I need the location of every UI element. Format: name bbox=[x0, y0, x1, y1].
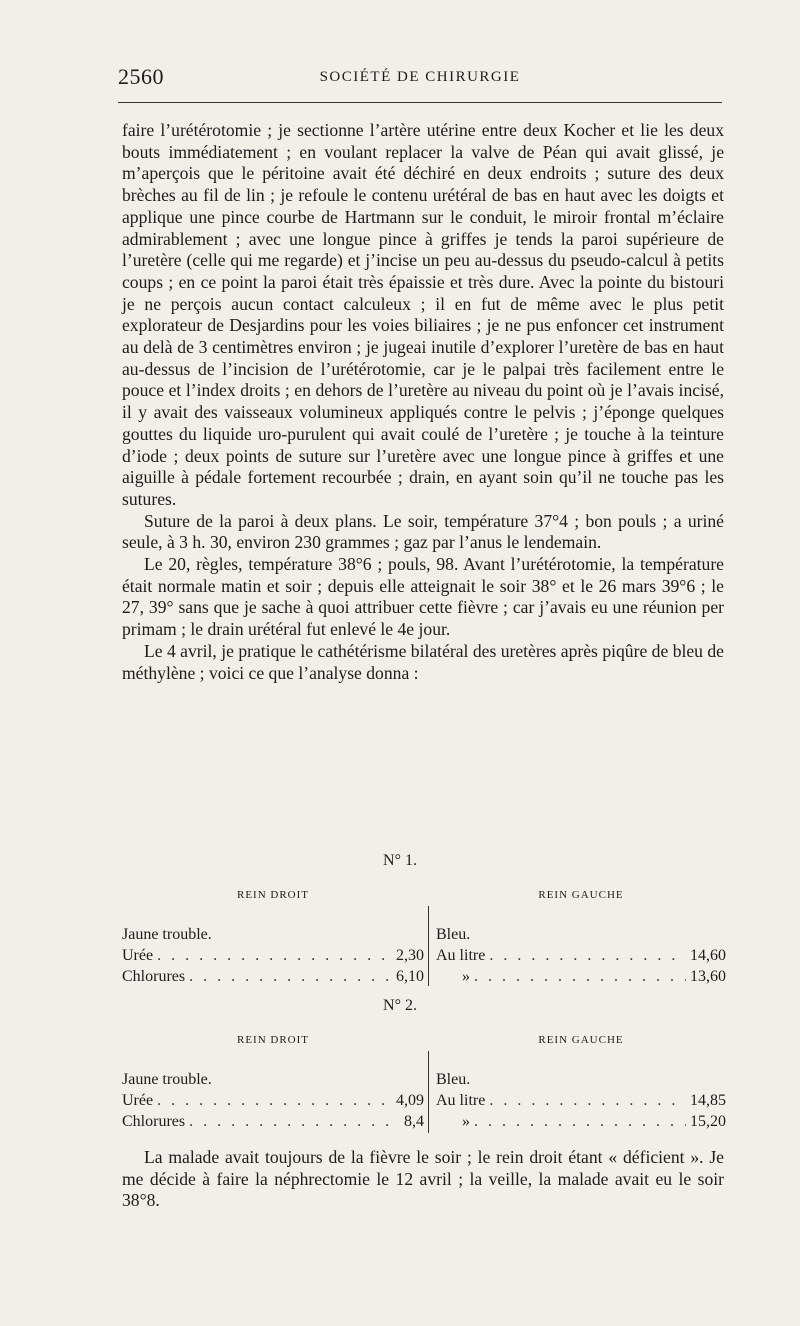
column-heading: REIN GAUCHE bbox=[538, 889, 624, 901]
row-label: » bbox=[462, 1113, 470, 1130]
row-label: Au litre bbox=[436, 1092, 486, 1109]
row-label: Chlorures bbox=[122, 968, 186, 985]
table-row bbox=[122, 924, 424, 945]
column-heading: REIN DROIT bbox=[236, 1034, 310, 1046]
paragraph-urétérotomie: faire l’urétérotomie ; je sectionne l’artère utérine entre deux Kocher et lie les deux bouts immédiatement ; en voulant replacer la valve de Péan qui avait glissé, je m’aperçois que le péritoine avait été déchiré en deux endroits ; suture des deux brèches au fil de lin ; je refoule le contenu urétéral de bas en haut avec les doigts et applique une pince courbe de Hartmann sur le conduit, le miroir frontal m’éclaire admirablement ; avec une longue pince à griffes je tends la paroi supérieure de l’uretère (celle qui me regarde) et j’incise un peu au-dessus du pseudo-calcul à petits coups ; en ce point la paroi était très épaissie et très dure. Avec la pointe du bistouri je ne perçois aucun contact calculeux ; il en fut de même avec le plus petit explorateur de Desjardins pour les voies biliaires ; je ne pus enfoncer cet instrument au delà de 3 centimètres environ ; je jugeai inutile d’explorer l’uretère de bas en haut au-dessus de l’incision de l’urétérotomie, car je le palpai très facilement entre le pouce et l’index droits ; en dehors de l’uretère au niveau du point où je l’avais incisé, il y avait des vaisseaux volumineux appliqués contre le pelvis ; j’éponge quelques gouttes du liquide uro-purulent qui avait coulé de l’uretère ; je touche à la teinture d’iode ; deux points de suture sur l’uretère avec une longue pince à griffes et une aiguille à pédale fortement recourbée ; drain, en ayant soin qu’il ne touche pas les sutures. bbox=[122, 120, 724, 509]
header-rule bbox=[118, 102, 722, 103]
row-value: 8,4 bbox=[404, 1113, 424, 1130]
paragraph-catheterisme: Le 4 avril, je pratique le cathétérisme bilatéral des uretères après piqûre de bleu de méthylène ; voici ce que l’analyse donna : bbox=[122, 640, 724, 683]
row-value: 14,85 bbox=[690, 1092, 726, 1109]
table-row bbox=[436, 966, 726, 987]
row-label: Urée bbox=[122, 947, 154, 964]
row-value: 4,09 bbox=[396, 1092, 424, 1109]
closing-text bbox=[122, 1147, 724, 1212]
table-row bbox=[122, 945, 424, 966]
leader-dots bbox=[157, 945, 392, 966]
paragraph-suture: Suture de la paroi à deux plans. Le soir, température 37°4 ; bon pouls ; a uriné seule, à 3 h. 30, environ 230 grammes ; gaz par l’anus le lendemain. bbox=[122, 510, 724, 553]
table-row bbox=[122, 1069, 424, 1090]
row-label: Bleu. bbox=[436, 926, 471, 943]
table-row bbox=[436, 945, 726, 966]
running-head: SOCIÉTÉ DE CHIRURGIE bbox=[319, 69, 521, 85]
leader-dots bbox=[489, 1090, 686, 1111]
table-2-rein-gauche bbox=[436, 1033, 726, 1132]
leader-dots bbox=[157, 1090, 392, 1111]
leader-dots bbox=[474, 1111, 686, 1132]
page-header bbox=[118, 64, 722, 94]
row-label: Jaune trouble. bbox=[122, 1071, 212, 1088]
analysis-table-1 bbox=[122, 888, 726, 988]
column-heading: REIN DROIT bbox=[236, 889, 310, 901]
row-label: Jaune trouble. bbox=[122, 926, 212, 943]
leader-dots bbox=[189, 966, 392, 987]
row-label: Bleu. bbox=[436, 1071, 471, 1088]
column-heading: REIN GAUCHE bbox=[538, 1034, 624, 1046]
table-row bbox=[436, 1090, 726, 1111]
row-label: Au litre bbox=[436, 947, 486, 964]
row-value: 13,60 bbox=[690, 968, 726, 985]
table-2-title: N° 2. bbox=[383, 997, 417, 1014]
leader-dots bbox=[189, 1111, 400, 1132]
column-divider bbox=[428, 1051, 429, 1133]
table-1-title: N° 1. bbox=[383, 852, 417, 869]
leader-dots bbox=[489, 945, 686, 966]
row-label: Urée bbox=[122, 1092, 154, 1109]
paragraph-temperature: Le 20, règles, température 38°6 ; pouls, 98. Avant l’urétérotomie, la température était normale matin et soir ; depuis elle atteignait le soir 38° et le 26 mars 39°6 ; le 27, 39° sans que je sache à quoi attribuer cette fièvre ; car j’avais eu une réunion per primam ; le drain urétéral fut enlevé le 4e jour. bbox=[122, 554, 724, 640]
body-text bbox=[122, 120, 724, 684]
row-label: » bbox=[462, 968, 470, 985]
table-row bbox=[436, 1069, 726, 1090]
table-1-rein-droit bbox=[122, 888, 424, 987]
row-label: Chlorures bbox=[122, 1113, 186, 1130]
analysis-table-2 bbox=[122, 1033, 726, 1133]
paragraph-nephrectomie: La malade avait toujours de la fièvre le soir ; le rein droit étant « déficient ». Je me décide à faire la néphrectomie le 12 avril ; la veille, la malade avait eu le soir 38°8. bbox=[122, 1147, 724, 1211]
table-1-rein-gauche bbox=[436, 888, 726, 987]
table-row bbox=[122, 1111, 424, 1132]
row-value: 15,20 bbox=[690, 1113, 726, 1130]
table-row bbox=[436, 924, 726, 945]
table-2-rein-droit bbox=[122, 1033, 424, 1132]
column-divider bbox=[428, 906, 429, 986]
row-value: 6,10 bbox=[396, 968, 424, 985]
row-value: 14,60 bbox=[690, 947, 726, 964]
page-number: 2560 bbox=[118, 64, 164, 89]
table-row bbox=[122, 1090, 424, 1111]
row-value: 2,30 bbox=[396, 947, 424, 964]
leader-dots bbox=[474, 966, 686, 987]
table-row bbox=[122, 966, 424, 987]
table-row bbox=[436, 1111, 726, 1132]
